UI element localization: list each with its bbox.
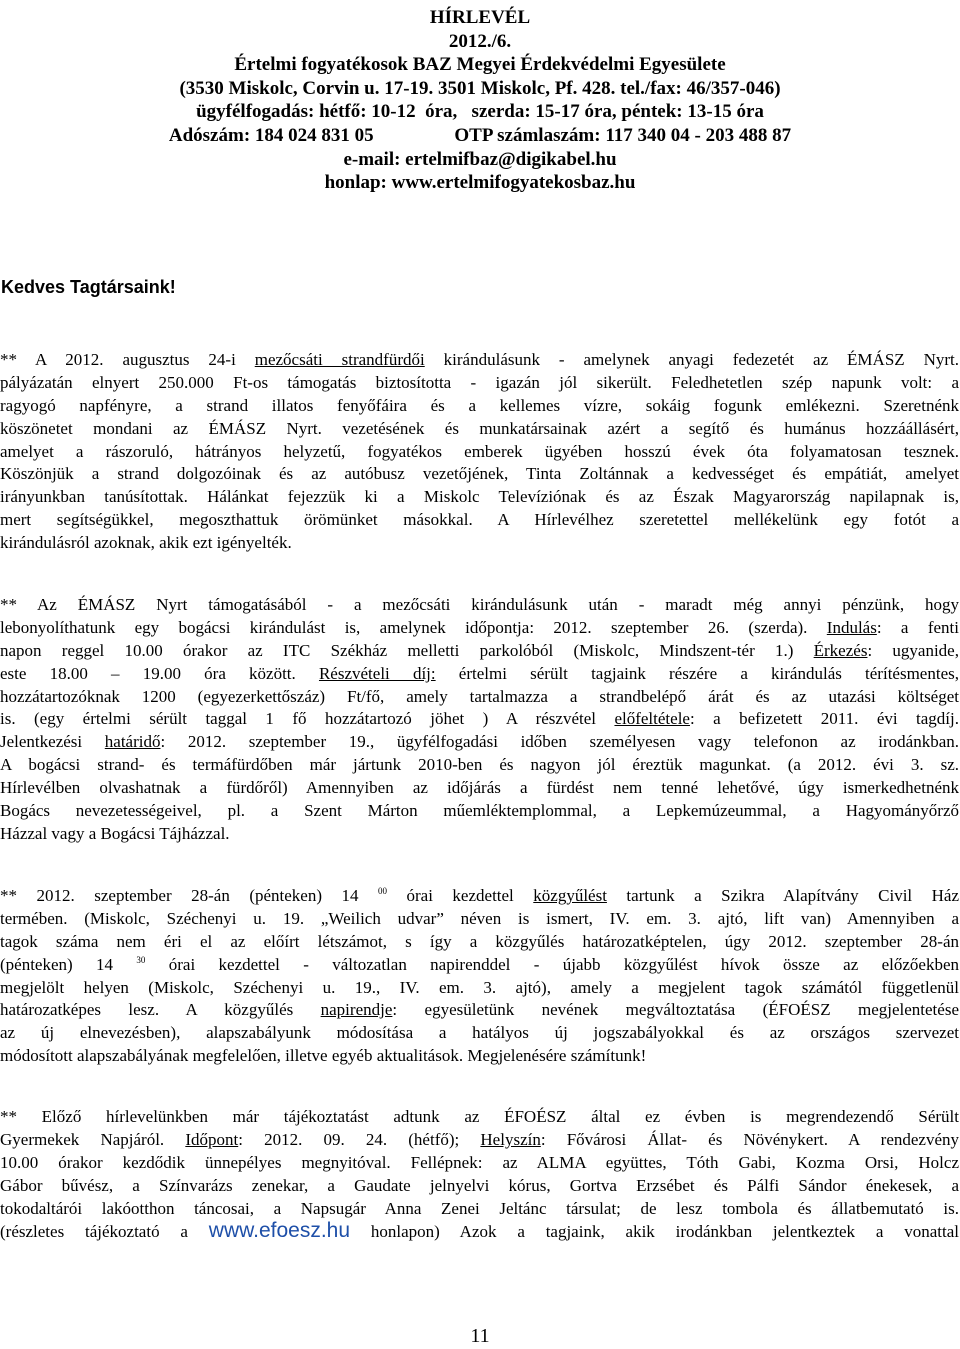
text-line: az új elnevezésben), alapszabályunk módosítása a hatályos új jogszabályokkal és az országos szervezet xyxy=(0,1023,959,1043)
text-line: (részletes tájékoztató a www.efoesz.hu honlapon) Azok a tagjaink, akik irodánkban jelentkeztek a vonattal xyxy=(0,1219,959,1243)
text-line: este 18.00 – 19.00 óra között. Részvételi díj: értelmi sérült tagjaink részére a kirándulás térítésmentes, xyxy=(0,663,959,683)
text-line: lebonyolíthatunk egy bogácsi kirándulást is, amelynek időpontja: 2012. szeptember 26. (szerda). Indulás: a fenti xyxy=(0,617,960,637)
text-line: napon reggel 10.00 órakor az ITC Székház melletti parkolóból (Miskolc, Mindszent-tér 1.) Érkezés: ugyanide, xyxy=(0,640,959,660)
text-line: ** Az ÉMÁSZ Nyrt támogatásából - a mezőcsáti kirándulásunk után - maradt még annyi pénzünk, hogy xyxy=(0,595,959,614)
text-line: Hírlevélben olvashatnak a fürdőről) Amennyiben az időjárás a fürdést nem tenné lehetővé, úgy ismerkedhetnénk xyxy=(0,778,959,798)
efoesz-website-link[interactable]: www.efoesz.hu xyxy=(208,1219,351,1243)
text-line: Köszönjük a strand dolgozóinak és az autóbusz vezetőjének, Tinta Zoltánnak a kedvességet és empátiát, amelyet xyxy=(0,464,959,484)
text-line: ** Előző hírlevelünkben már tájékoztatást adtunk az ÉFOÉSZ által ez évben is megrendezendő Sérült xyxy=(0,1107,959,1126)
text-line: irányunkban tanúsítottak. Hálánkat fejezzük ki a Miskolc Televíziónak és az Észak Magyarország napilapnak is, xyxy=(0,487,959,507)
text-line: ragyogó napfényre, a strand illatos fenyőfáira és a kellemes vízre, sokáig fogunk emlékezni. Szeretnénk xyxy=(0,395,959,415)
paragraph-bogacs-trip xyxy=(0,594,959,846)
issue-number: 2012./6. xyxy=(448,30,512,52)
text-line: Gábor bűvész, a Színvarázs zenekar, a Gaudate jelnyelvi kórus, Gortva Erzsébet és Pálfi Sándor énekesek, a xyxy=(0,1175,959,1195)
text-line: határozatképes lesz. A közgyűlés napirendje: egyesületünk nevének megváltoztatása (ÉFOÉSZ megjelentetése xyxy=(0,1000,959,1020)
text-line: amelyet a rászoruló, hátrányos helyzetű, fogyatékos emberek ügyében hosszú évek óta folyamatosan tesznek. xyxy=(0,441,959,461)
email-address: e-mail: ertelmifbaz@digikabel.hu xyxy=(343,148,617,170)
newsletter-title: HÍRLEVÉL xyxy=(429,7,531,28)
text-line: pályázatán elnyert 250.000 Ft-os támogatás biztosította - igazán jól sikerült. Feledhetetlen szép napunk volt: a xyxy=(0,372,959,392)
text-line: A bogácsi strand- és termáfürdőben már jártunk 2010-ben és nagyon jól éreztük magunkat. (a 2012. évi 3. sz. xyxy=(0,755,959,775)
paragraph-children-day xyxy=(0,1106,959,1243)
greeting: Kedves Tagtársaink! xyxy=(1,277,176,297)
text-line: (pénteken) 14 $^{30}$ órai kezdettel - változatlan napirenddel - újabb közgyűlést hívok össze az előzőekben xyxy=(0,954,959,974)
organization-address: (3530 Miskolc, Corvin u. 17-19. 3501 Miskolc, Pf. 428. tel./fax: 46/357-046) xyxy=(179,77,781,99)
text-line: köszönetet mondani az ÉMÁSZ Nyrt. vezetésének és munkatársainak azért a segítő és humánus hozzáállásért, xyxy=(0,418,959,438)
text-line: termében. (Miskolc, Széchenyi u. 19. „Weilich udvar” néven is ismert, IV. em. 3. ajtó, lift van) Amennyiben a xyxy=(0,908,959,928)
office-hours: ügyfélfogadás: hétfő: 10-12 óra, szerda: 15-17 óra, péntek: 13-15 óra xyxy=(196,101,764,123)
text-line: Jelentkezési határidő: 2012. szeptember 19., ügyfélfogadási időben személyesen vagy telefonon az irodánkban. xyxy=(0,732,959,752)
text-line: tagok száma nem éri el az előírt létszámot, s így a közgyűlés határozatképtelen, úgy 2012. szeptember 28-án xyxy=(0,931,959,951)
text-line: ** A 2012. augusztus 24-i mezőcsáti strandfürdői kirándulásunk - amelynek anyagi fedezetét az ÉMÁSZ Nyrt. xyxy=(0,350,959,369)
paragraph-beach-trip xyxy=(0,349,959,555)
text-line: Gyermekek Napjáról. Időpont: 2012. 09. 24. (hétfő); Helyszín: Fővárosi Állat- és Növénykert. A rendezvény xyxy=(0,1129,959,1149)
text-line: hozzátartozóknak 1200 (egyezerkettőszáz) Ft/fő, amely tartalmazza a strandbelépő árát és az utazási költséget xyxy=(0,686,959,706)
text-line: tokodaltárói lakóotthon táncosai, a Napsugár Anna Zenei Jeltánc társulat; de lesz tombola és állatbemutató is. xyxy=(0,1198,959,1218)
text-line: Házzal vagy a Bogácsi Tájházzal. xyxy=(0,823,230,843)
website-address: honlap: www.ertelmifogyatekosbaz.hu xyxy=(324,172,636,194)
text-line: megjelölt helyen (Miskolc, Széchenyi u. 19., IV. em. 3. ajtó), amely a megjelent tagok számától függetlenül xyxy=(0,977,959,997)
organization-name: Értelmi fogyatékosok BAZ Megyei Érdekvédelmi Egyesülete xyxy=(234,54,726,76)
text-line: ** 2012. szeptember 28-án (pénteken) 14 $^{00}$ órai kezdettel közgyűlést tartunk a Szikra Alapítvány Civil Ház xyxy=(0,886,960,905)
text-line: is. (egy értelmi sérült taggal 1 fő hozzátartozó jöhet ) A részvétel előfeltétele: a befizetett 2011. évi tagdíj. xyxy=(0,709,960,729)
text-line: mert segítségükkel, megoszthattuk örömünket másokkal. A Hírlevélhez szeretettel mellékelünk egy fotót a xyxy=(0,510,959,530)
text-line: Bogács nevezetességeivel, pl. a Szent Márton műemléktemplommal, a Lepkemúzeummal, a Hagyományőrző xyxy=(0,801,959,821)
letterhead xyxy=(0,6,960,195)
paragraph-general-assembly xyxy=(0,885,959,1068)
text-line: 10.00 órakor kezdődik ünnepélyes megnyitóval. Fellépnek: az ALMA együttes, Tóth Gabi, Kozma Orsi, Holcz xyxy=(0,1152,959,1172)
page-number: 11 xyxy=(470,1325,490,1347)
text-line: módosított alapszabályának megfelelően, illetve egyéb aktualitások. Megjelenésére számítunk! xyxy=(0,1046,647,1066)
tax-and-bank-info: Adószám: 184 024 831 05 OTP számlaszám: 117 340 04 - 203 488 87 xyxy=(168,124,792,146)
text-line: kirándulásról azoknak, akik ezt igényelték. xyxy=(0,533,292,553)
